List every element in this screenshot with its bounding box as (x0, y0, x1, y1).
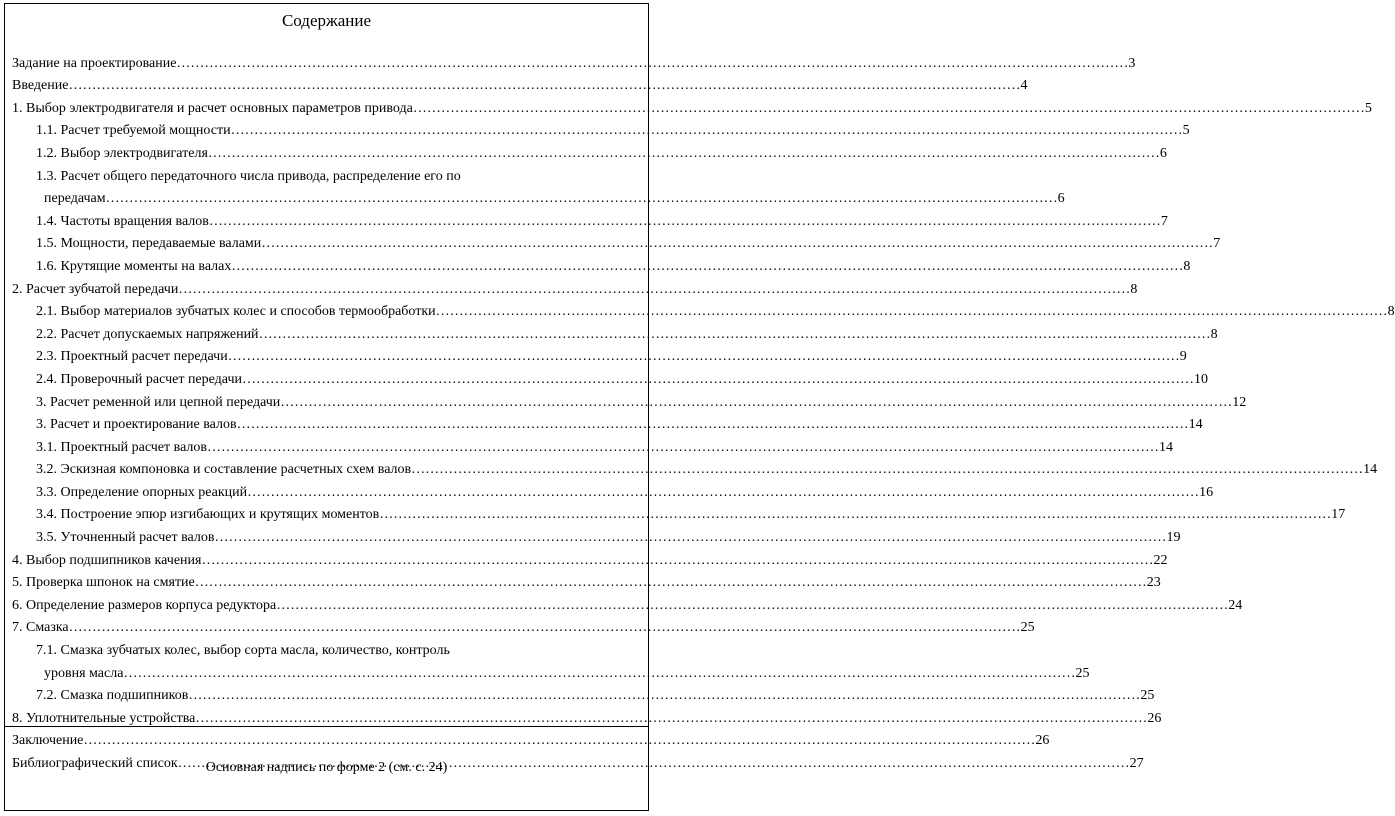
toc-entry-label: 1. Выбор электродвигателя и расчет основных параметров привода (12, 100, 413, 116)
toc-entry (5, 164, 1065, 209)
toc-entry-label: 1.4. Частоты вращения валов (36, 213, 209, 229)
toc-entry (5, 729, 1050, 752)
toc-entry-label: 7. Смазка (12, 620, 69, 636)
toc-page-number: 8 (1183, 258, 1191, 274)
toc-entry (5, 209, 1168, 232)
toc-entry (5, 141, 1167, 164)
toc-entry (5, 503, 1346, 526)
toc-entry-label: Библиографический список (12, 756, 178, 771)
toc-entry (5, 638, 1090, 683)
toc-page-number: 9 (1179, 349, 1187, 365)
toc-entry-label: 2.3. Проектный расчет передачи (36, 349, 228, 365)
toc-leader-dots (259, 325, 1211, 345)
toc-leader-dots (413, 99, 1365, 119)
toc-entry-label: 4. Выбор подшипников качения (12, 552, 202, 568)
toc-page-number: 25 (1020, 620, 1035, 636)
toc-entry (5, 593, 1243, 616)
toc-leader-dots (228, 347, 1180, 367)
toc-entry (5, 254, 1191, 277)
toc-leader-dots (176, 54, 1128, 74)
toc-page-number: 10 (1194, 371, 1208, 387)
toc-entry-label: 8. Уплотнительные устройства (12, 710, 196, 726)
toc-page-number: 8 (1130, 281, 1138, 297)
toc-entry-label: 2. Расчет зубчатой передачи (12, 281, 179, 297)
toc-page-number: 14 (1363, 462, 1378, 478)
toc-entry (5, 322, 1218, 345)
toc-leader-dots (237, 415, 1189, 435)
toc-page-number: 6 (1159, 145, 1167, 161)
toc-page-number: 22 (1153, 552, 1168, 568)
toc-entry (5, 367, 1208, 390)
toc-leader-dots (207, 438, 1159, 458)
toc-leader-dots (123, 664, 1075, 684)
toc-entry-label: 2.2. Расчет допускаемых напряжений (36, 326, 259, 342)
toc-entry-label: 3. Расчет ременной или цепной передачи (36, 394, 281, 410)
toc-entry-label: 3.1. Проектный расчет валов (36, 439, 208, 455)
toc-entry (5, 51, 1136, 74)
toc-page-number: 8 (1387, 304, 1395, 320)
toc-page-number: 5 (1182, 123, 1190, 139)
toc-page-number: 6 (1057, 191, 1065, 207)
page-title: Содержание (281, 11, 372, 30)
toc-page-number: 19 (1166, 530, 1181, 546)
toc-page-number: 14 (1188, 417, 1203, 433)
toc-page-number: 3 (1128, 55, 1136, 71)
toc-entry (5, 435, 1174, 458)
toc-page-number: 14 (1159, 439, 1174, 455)
toc-page-number: 26 (1035, 733, 1050, 749)
toc-entry-label-continued: передачам (44, 191, 106, 207)
toc-entry-label: Заключение (12, 733, 84, 749)
toc-entry (5, 96, 1372, 119)
toc-entry-label: 5. Проверка шпонок на смятие (12, 575, 195, 591)
toc-entry-label: Введение (12, 78, 69, 94)
toc-leader-dots (276, 596, 1228, 616)
toc-entry (5, 458, 1378, 481)
toc-entry (5, 684, 1155, 707)
toc-leader-dots (231, 121, 1183, 141)
toc-leader-dots (215, 528, 1167, 548)
toc-entry (5, 480, 1214, 503)
toc-page-number: 25 (1075, 665, 1090, 681)
toc-entry-label: 1.3. Расчет общего передаточного числа привода, распределение его по (36, 168, 461, 184)
toc-leader-dots (83, 731, 1035, 751)
toc-entry-label: 7.2. Смазка подшипников (36, 688, 189, 704)
toc-entry-label: 1.2. Выбор электродвигателя (36, 145, 208, 161)
toc-entry-label: 3.2. Эскизная компоновка и составление расчетных схем валов (36, 462, 412, 478)
toc-page-number: 8 (1210, 326, 1218, 342)
toc-leader-dots (106, 189, 1058, 209)
toc-entry-label-continued: уровня масла (44, 665, 124, 681)
toc-page-number: 7 (1160, 213, 1168, 229)
toc-leader-dots (247, 483, 1199, 503)
toc-entry-label: 6. Определение размеров корпуса редуктора (12, 597, 277, 613)
toc-leader-dots (178, 280, 1130, 300)
toc-page-number: 4 (1020, 78, 1028, 94)
toc-entry-label: Задание на проектирование (12, 55, 177, 71)
toc-entry-label: 3.3. Определение опорных реакций (36, 484, 248, 500)
toc-leader-dots (69, 618, 1021, 638)
toc-entry (5, 119, 1190, 142)
toc-page-number: 12 (1232, 394, 1247, 410)
toc-page-number: 24 (1228, 597, 1243, 613)
divider (5, 726, 648, 727)
toc-entry (5, 232, 1221, 255)
toc-entry-label: 3. Расчет и проектирование валов (36, 417, 237, 433)
toc-entry (5, 390, 1247, 413)
toc-leader-dots (195, 573, 1147, 593)
toc-entry (5, 345, 1187, 368)
toc-entry-label: 1.1. Расчет требуемой мощности (36, 123, 231, 139)
toc-entry-label: 3.4. Построение эпюр изгибающих и крутящих моментов (36, 507, 380, 523)
toc-page-number: 27 (1129, 756, 1144, 771)
toc-entry-label: 1.6. Крутящие моменты на валах (36, 258, 232, 274)
toc-page-number: 17 (1331, 507, 1346, 523)
toc-leader-dots (68, 76, 1020, 96)
toc-entry (5, 616, 1035, 639)
toc-entry (5, 548, 1168, 571)
toc-entry-label: 1.5. Мощности, передаваемые валами (36, 236, 262, 252)
toc-entry (5, 300, 1395, 323)
toc-leader-dots (242, 370, 1194, 390)
toc-entry-label: 7.1. Смазка зубчатых колес, выбор сорта масла, количество, контроль (36, 643, 450, 659)
toc-leader-dots (261, 234, 1213, 254)
toc-leader-dots (280, 393, 1232, 413)
toc-leader-dots (411, 460, 1363, 480)
toc-page-number: 25 (1140, 688, 1155, 704)
toc-entry-label: 2.4. Проверочный расчет передачи (36, 371, 242, 387)
toc-entry (5, 571, 1161, 594)
toc-leader-dots (188, 686, 1140, 706)
toc-leader-dots (209, 212, 1161, 232)
toc-entry (5, 525, 1181, 548)
toc-leader-dots (208, 144, 1160, 164)
toc-entry (5, 74, 1028, 97)
toc-page-number: 5 (1364, 100, 1372, 116)
toc-leader-dots (201, 551, 1153, 571)
toc-leader-dots (379, 505, 1331, 525)
title-block-note: Основная надпись по форме 2 (см. с. 24) (205, 760, 448, 775)
toc-entry-label: 2.1. Выбор материалов зубчатых колес и способов термообработки (36, 304, 436, 320)
page-frame (4, 3, 1395, 811)
toc-list (5, 51, 1395, 774)
toc-leader-dots (436, 302, 1388, 322)
toc-page-number: 26 (1147, 710, 1162, 726)
toc-leader-dots (231, 257, 1183, 277)
toc-entry (5, 277, 1138, 300)
toc-page-number: 23 (1146, 575, 1161, 591)
toc-page-number: 7 (1213, 236, 1221, 252)
toc-page-number: 16 (1199, 484, 1214, 500)
toc-entry (5, 413, 1203, 436)
toc-entry-label: 3.5. Уточненный расчет валов (36, 530, 215, 546)
